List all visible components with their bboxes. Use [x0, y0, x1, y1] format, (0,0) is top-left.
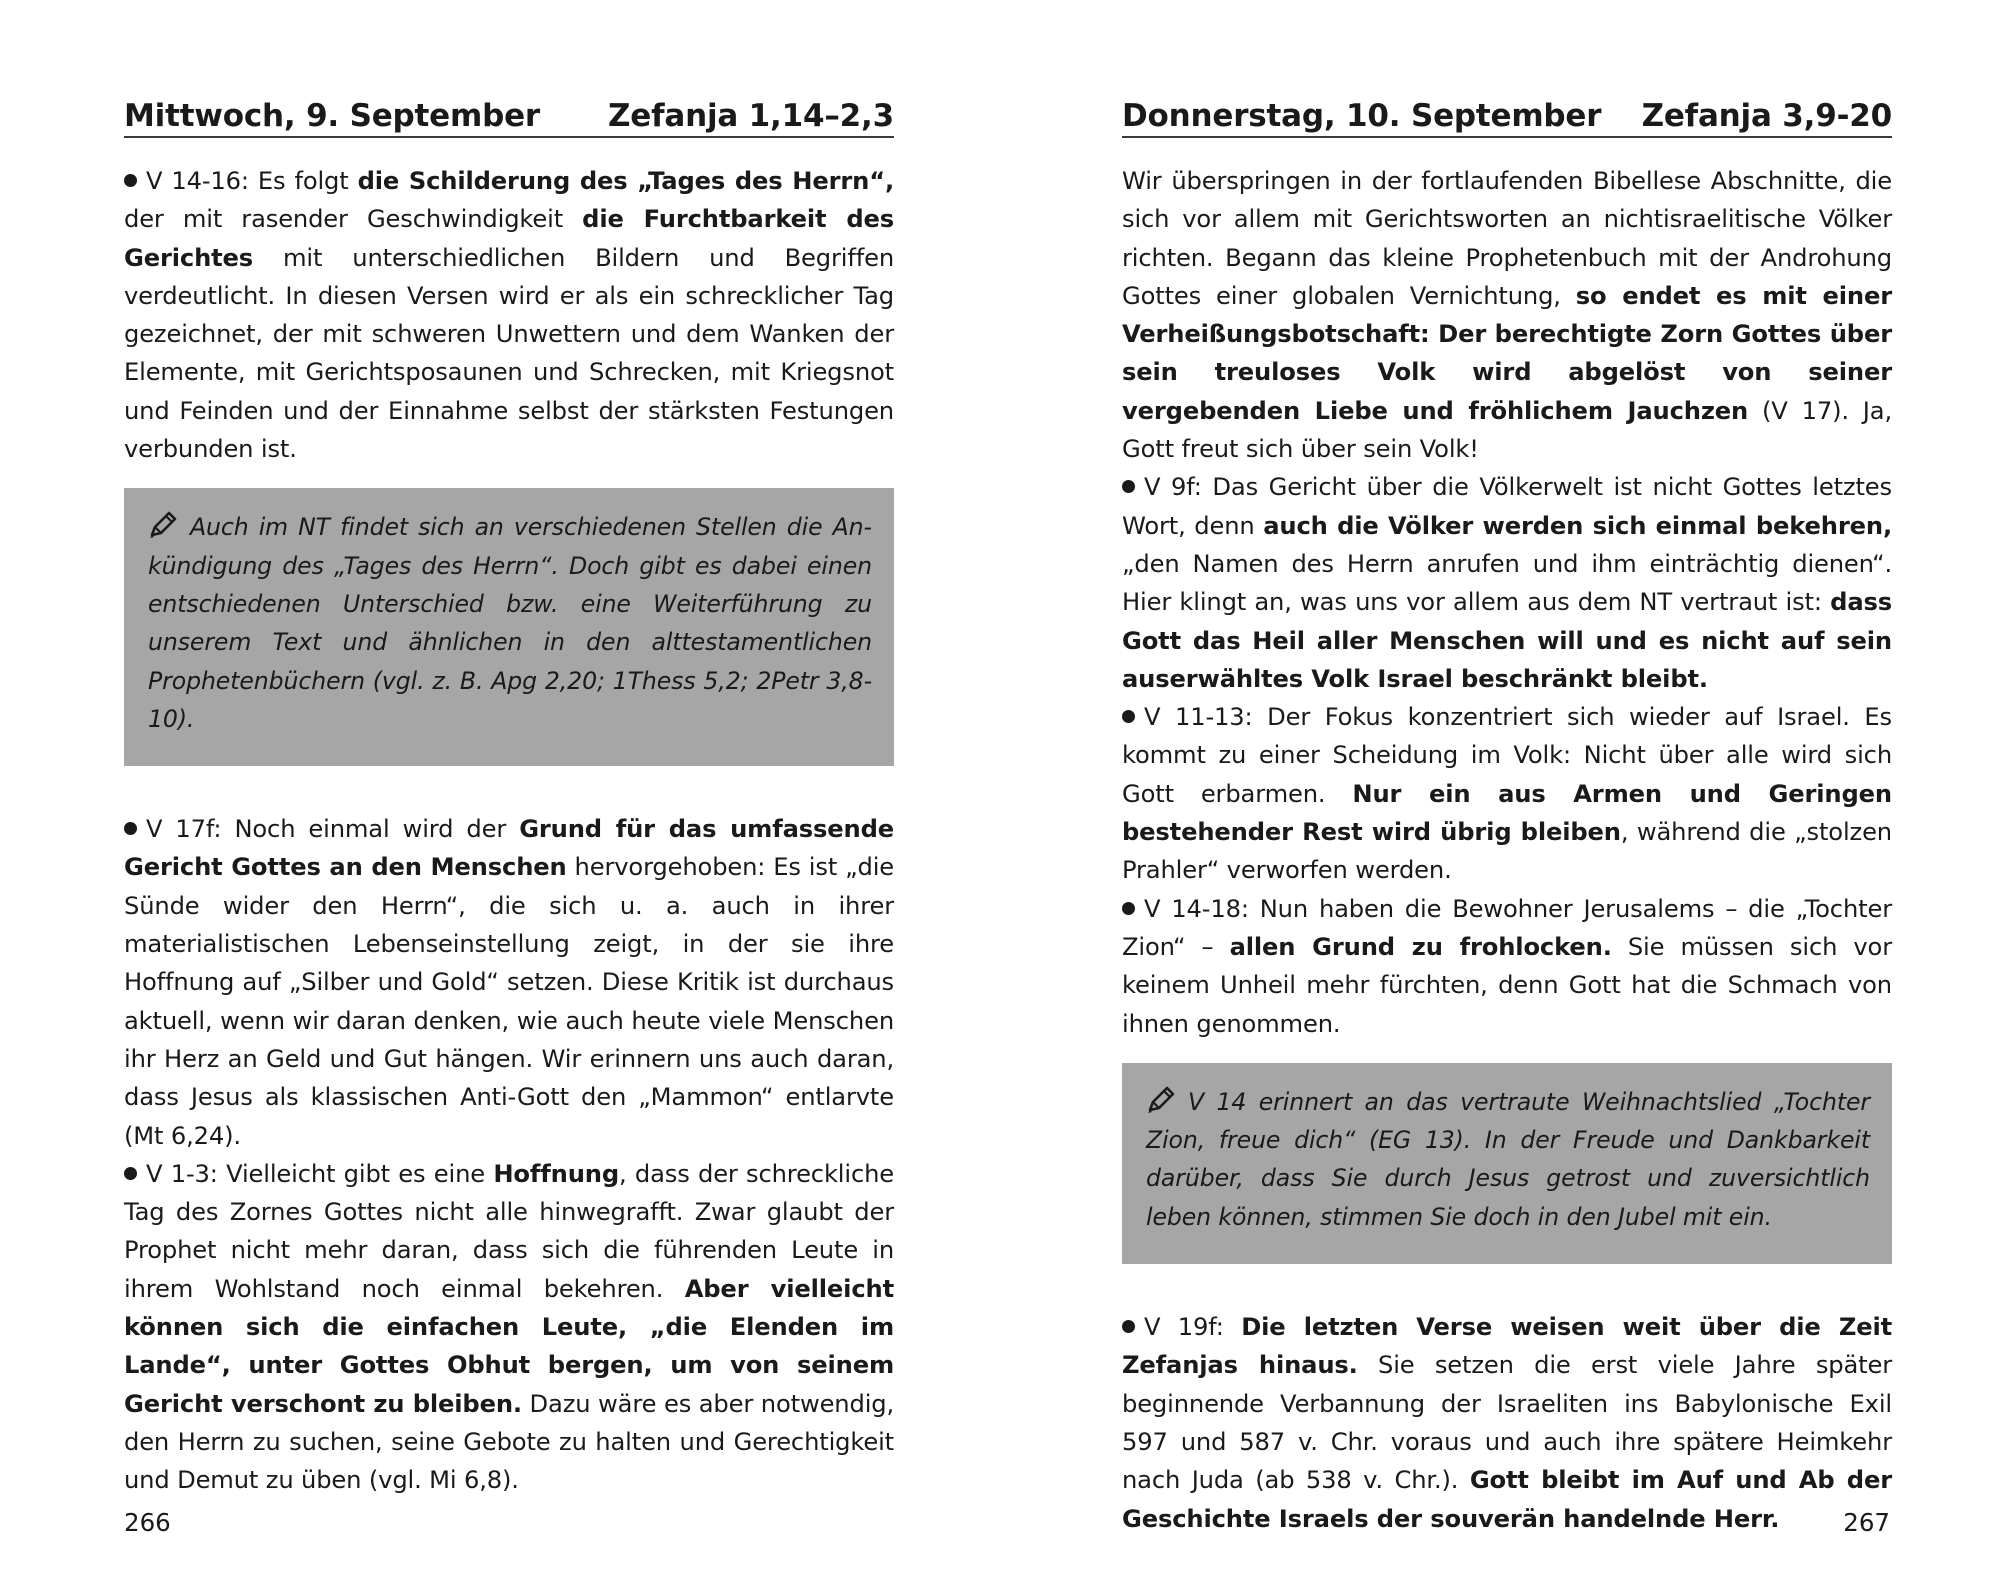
- left-body: [124, 162, 894, 1500]
- right-note-box: [1122, 1063, 1892, 1264]
- left-page-header: [124, 0, 894, 138]
- right-paragraph-verses-19f: V 19f: Die letzten Verse weisen weit über die Zeit Zefanjas hinaus. Sie setzen die erst viele Jahre später beginnende Verbannung der Israeliten ins Babylonische Exil 597 und 587 v. Chr. voraus und auch ihre spätere Heimkehr nach Juda (ab 538 v. Chr.). Gott bleibt im Auf und Ab der Geschichte Israels der souverän handelnde Herr.: [1122, 1313, 1893, 1533]
- right-day-title: Donnerstag, 10. September: [1122, 98, 1602, 134]
- left-page-number: 266: [124, 1508, 171, 1537]
- right-paragraph-verses-9f: V 9f: Das Gericht über die Völkerwelt ist nicht Gottes letztes Wort, denn auch die Völker werden sich einmal bekehren, „den Namen des Herrn anrufen und ihm einträchtig dienen“. Hier klingt an, was uns vor allem aus dem NT vertraut ist: dass Gott das Heil aller Menschen will und es nicht auf sein auserwähltes Volk Israel beschränkt bleibt.: [1122, 473, 1892, 693]
- left-bible-passage: Zefanja 1,14–2,3: [607, 98, 894, 134]
- bullet-icon: [1122, 902, 1135, 915]
- right-paragraph-intro: Wir überspringen in der fortlaufenden Bibellese Abschnitte, die sich vor allem mit Gerichtsworten an nichtisraelitische Völker richten. Begann das kleine Prophetenbuch mit der Androhung Gottes einer globalen Vernichtung, so endet es mit einer Verheißungsbotschaft: Der berechtigte Zorn Gottes über sein treuloses Volk wird abgelöst von seiner vergebenden Liebe und fröhlichem Jauchzen (V 17). Ja, Gott freut sich über sein Volk!: [1122, 167, 1893, 464]
- right-page-number: 267: [1843, 1508, 1890, 1537]
- left-paragraph-verses-17f: V 17f: Noch einmal wird der Grund für das umfassende Gericht Gottes an den Menschen hervorgehoben: Es ist „die Sünde wider den Herrn“, die sich u. a. auch in ihrer materialistischen Lebenseinstellung zeigt, in der sie ihre Hoffnung auf „Silber und Gold“ setzen. Diese Kritik ist durchaus aktuell, wenn wir daran denken, wie auch heute viele Menschen ihr Herz an Geld und Gut hängen. Wir erinnern uns auch daran, dass Jesus als klassischen Anti-Gott den „Mammon“ entlarvte (Mt 6,24).: [124, 815, 894, 1150]
- left-page: [124, 0, 894, 1500]
- right-paragraph-verses-11-13: V 11-13: Der Fokus konzentriert sich wieder auf Israel. Es kommt zu einer Scheidung im Volk: Nicht über alle wird sich Gott erbarmen. Nur ein aus Armen und Geringen bestehender Rest wird übrig bleiben, während die „stolzen Prahler“ verworfen werden.: [1122, 703, 1892, 885]
- left-note-text: Auch im NT findet sich an verschiedenen Stellen die Ankündigung des „Tages des Herrn“. Doch gibt es dabei einen entschiedenen Unterschied bzw. eine Weiterführung zu unserem Text und ähnlichen in den alttestamentlichen Prophetenbüchern (vgl. z. B. Apg 2,20; 1Thess 5,2; 2Petr 3,8-10).: [148, 513, 872, 733]
- right-note-text: V 14 erinnert an das vertraute Weihnachtslied „Tochter Zion, freue dich“ (EG 13). In der Freude und Dankbarkeit darüber, dass Sie durch Jesus getrost und zuversichtlich leben können, stimmen Sie doch in den Jubel mit ein.: [1146, 1087, 1870, 1231]
- bullet-icon: [124, 1167, 137, 1180]
- right-bible-passage: Zefanja 3,9-20: [1641, 98, 1892, 134]
- bullet-icon: [1122, 710, 1135, 723]
- left-note-box: [124, 488, 894, 766]
- left-paragraph-verses-1-3: V 1-3: Vielleicht gibt es eine Hoffnung, dass der schreckliche Tag des Zornes Gottes nicht alle hinwegrafft. Zwar glaubt der Prophet nicht mehr daran, dass sich die führenden Leute in ihrem Wohlstand noch einmal bekehren. Aber vielleicht können sich die einfachen Leute, „die Elenden im Lande“, unter Gottes Obhut bergen, um von seinem Gericht verschont zu bleiben. Dazu wäre es aber notwendig, den Herrn zu suchen, seine Gebote zu halten und Gerechtigkeit und Demut zu üben (vgl. Mi 6,8).: [124, 1159, 895, 1495]
- right-paragraph-verses-14-18: V 14-18: Nun haben die Bewohner Jerusalems – die „Tochter Zion“ – allen Grund zu frohlocken. Sie müssen sich vor keinem Unheil mehr fürchten, denn Gott hat die Schmach von ihnen genommen.: [1122, 894, 1892, 1038]
- bullet-icon: [124, 822, 137, 835]
- left-day-title: Mittwoch, 9. September: [124, 98, 540, 134]
- bullet-icon: [1122, 480, 1135, 493]
- pencil-icon: [1146, 1086, 1176, 1114]
- pencil-icon: [148, 511, 178, 539]
- bullet-icon: [1122, 1320, 1135, 1333]
- left-paragraph-verses-14-16: V 14-16: Es folgt die Schilderung des „Tages des Herrn“, der mit rasender Geschwindigkeit die Furchtbarkeit des Gerichtes mit unterschiedlichen Bildern und Begriffen verdeutlicht. In diesen Versen wird er als ein schrecklicher Tag gezeichnet, der mit schweren Unwettern und dem Wanken der Elemente, mit Gerichtsposaunen und Schrecken, mit Kriegsnot und Feinden und der Einnahme selbst der stärksten Festungen verbunden ist.: [124, 167, 894, 464]
- right-page: [1122, 0, 1892, 1538]
- right-body: [1122, 162, 1892, 1538]
- bullet-icon: [124, 174, 137, 187]
- right-page-header: [1122, 0, 1892, 138]
